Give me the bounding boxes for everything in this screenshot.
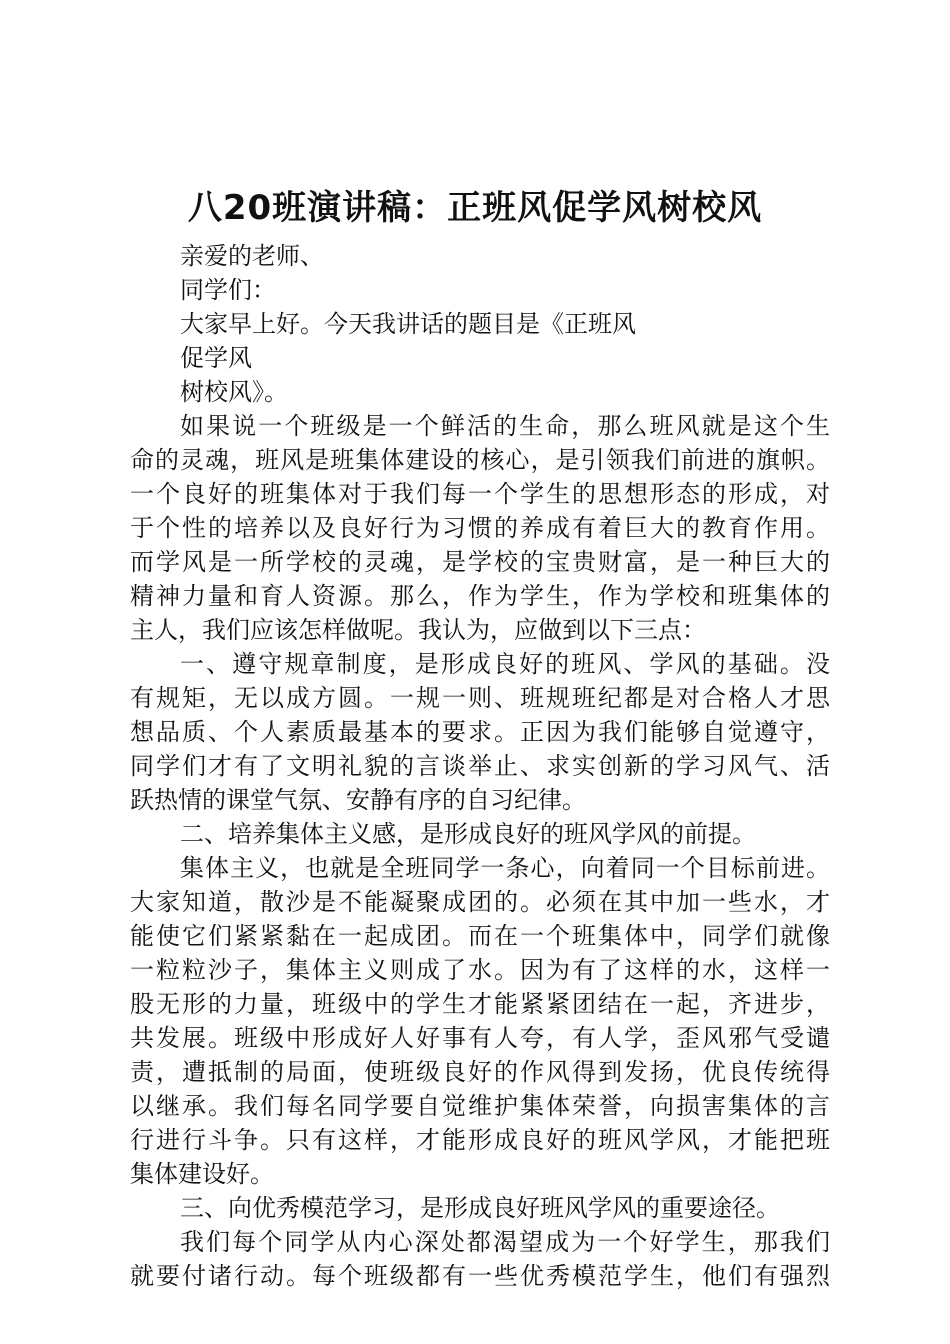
document-title: 八20班演讲稿：正班风促学风树校风 — [187, 188, 763, 228]
paragraph-line: 行进行斗争。只有这样，才能形成良好的班风学风，才能把班 — [130, 1126, 830, 1154]
greeting-line: 亲爱的老师、 — [180, 242, 324, 270]
paragraph-line: 一、遵守规章制度，是形成良好的班风、学风的基础。没 — [180, 650, 830, 678]
paragraph-line: 精神力量和育人资源。那么，作为学生，作为学校和班集体的 — [130, 582, 830, 610]
paragraph-line: 主人，我们应该怎样做呢。我认为，应做到以下三点： — [130, 616, 706, 644]
paragraph-line: 有规矩，无以成方圆。一规一则、班规班纪都是对合格人才思 — [130, 684, 830, 712]
paragraph-line: 我们每个同学从内心深处都渴望成为一个好学生，那我们 — [180, 1228, 830, 1256]
paragraph-line: 跃热情的课堂气氛、安静有序的自习纪律。 — [130, 786, 586, 814]
paragraph-line: 集体建设好。 — [130, 1160, 274, 1188]
paragraph-line: 能使它们紧紧黏在一起成团。而在一个班集体中，同学们就像 — [130, 922, 830, 950]
paragraph-line: 于个性的培养以及良好行为习惯的养成有着巨大的教育作用。 — [130, 514, 830, 542]
paragraph-line: 就要付诸行动。每个班级都有一些优秀模范学生，他们有强烈 — [130, 1262, 830, 1290]
paragraph-line: 而学风是一所学校的灵魂，是学校的宝贵财富，是一种巨大的 — [130, 548, 830, 576]
paragraph-line: 一粒粒沙子，集体主义则成了水。因为有了这样的水，这样一 — [130, 956, 830, 984]
section-heading: 三、向优秀模范学习，是形成良好班风学风的重要途径。 — [180, 1194, 780, 1222]
paragraph-line: 以继承。我们每名同学要自觉维护集体荣誉，向损害集体的言 — [130, 1092, 830, 1120]
paragraph-line: 责，遭抵制的局面，使班级良好的作风得到发扬，优良传统得 — [130, 1058, 830, 1086]
paragraph-line: 集体主义，也就是全班同学一条心，向着同一个目标前进。 — [180, 854, 830, 882]
greeting-line: 同学们： — [180, 276, 276, 304]
paragraph-line: 如果说一个班级是一个鲜活的生命，那么班风就是这个生 — [180, 412, 830, 440]
paragraph-line: 股无形的力量，班级中的学生才能紧紧团结在一起，齐进步， — [130, 990, 830, 1018]
intro-line: 树校风》。 — [180, 378, 288, 406]
intro-line: 大家早上好。今天我讲话的题目是《正班风 — [180, 310, 636, 338]
paragraph-line: 命的灵魂，班风是班集体建设的核心，是引领我们前进的旗帜。 — [130, 446, 830, 474]
paragraph-line: 共发展。班级中形成好人好事有人夸，有人学，歪风邪气受谴 — [130, 1024, 830, 1052]
paragraph-line: 一个良好的班集体对于我们每一个学生的思想形态的形成，对 — [130, 480, 830, 508]
paragraph-line: 同学们才有了文明礼貌的言谈举止、求实创新的学习风气、活 — [130, 752, 830, 780]
paragraph-line: 想品质、个人素质最基本的要求。正因为我们能够自觉遵守， — [130, 718, 830, 746]
paragraph-line: 大家知道，散沙是不能凝聚成团的。必须在其中加一些水，才 — [130, 888, 830, 916]
intro-line: 促学风 — [180, 344, 252, 372]
section-heading: 二、培养集体主义感，是形成良好的班风学风的前提。 — [180, 820, 756, 848]
